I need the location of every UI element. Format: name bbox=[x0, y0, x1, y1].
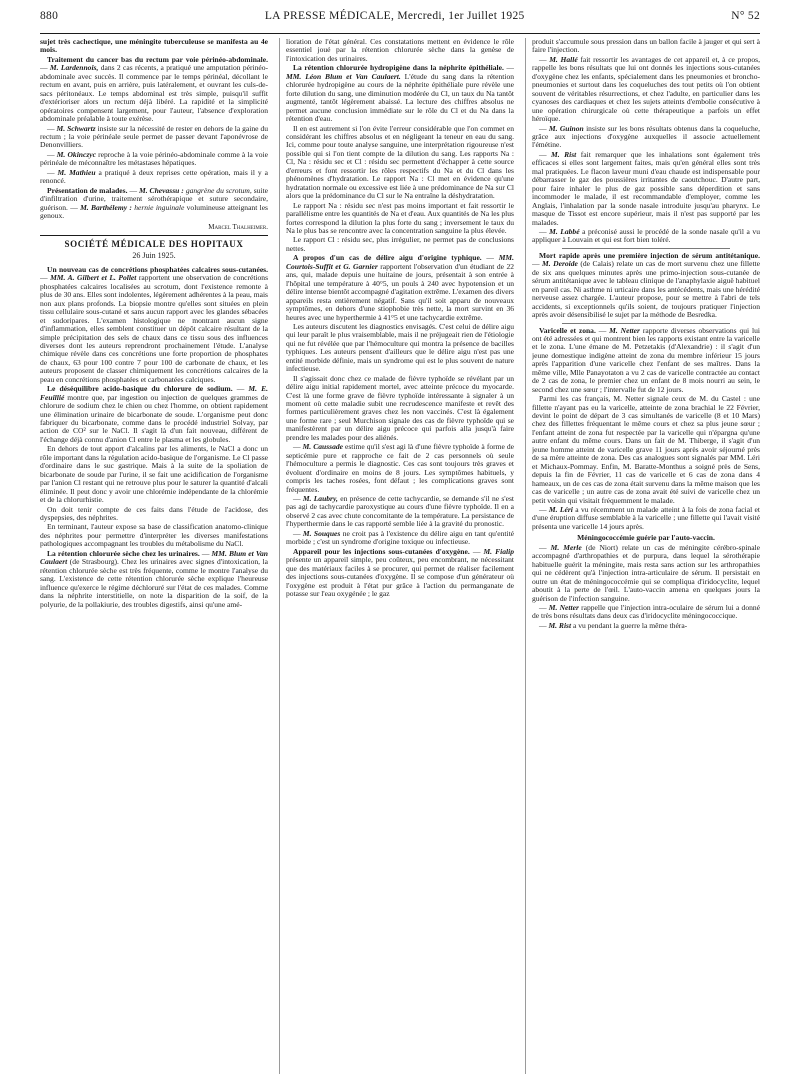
article-separator bbox=[562, 248, 730, 249]
paragraph: — M. Rist a vu pendant la guerre la même théra- bbox=[539, 620, 688, 630]
section-date: 26 Juin 1925. bbox=[132, 251, 176, 261]
article-title: La rétention chlorurée hydropigène dans la néphrite épithéliale. bbox=[293, 63, 504, 73]
author: M. Caussade bbox=[302, 442, 343, 452]
author: M. Schwartz bbox=[56, 123, 96, 133]
paragraph-text: insiste sur la nécessité de rester en dehors de la gaine du rectum ; la voie périnéale seule permet de passer devant l'aponévrose de Denonvilliers. bbox=[40, 123, 268, 150]
paragraph: Appareil pour les injections sous-cutanées d'oxygène. — M. Fialip présente un appareil simple, peu coûteux, peu encombrant, ne nécessitant que des matériaux faciles à se procurer, qui permet de réaliser facilement des injections sous-cutanées d'oxygène. Il se compose d'un générateur où l'oxygène est produit à l'état pur grâce à l'action du permanganate de potasse sur l'eau oxygénée ; le gaz bbox=[286, 546, 514, 598]
paragraph-text: reproche à la voie périnéo-abdominale comme à la voie périnéale de méconnaître les métastases hépatiques. bbox=[40, 149, 268, 168]
column-divider bbox=[279, 38, 280, 1074]
author: M. Rist bbox=[548, 620, 572, 630]
paragraph: Les auteurs discutent les diagnostics envisagés. C'est celui de délire aigu qui leur paraît le plus vraisemblable, mais il ne préjugeait rien de l'étiologie qui ne fut révélée que par l'hémoculture qui montra la présence de bacilles typhiques. Les auteurs pensent d'ailleurs que le délire aigu n'est pas une entité morbide définie, mais un syndrome qui est le plus souvent de nature infectieuse. bbox=[286, 321, 514, 374]
author: M. Lardennois, bbox=[49, 63, 99, 73]
paragraph: Le déséquilibre acido-basique du chlorure de sodium. — M. E. Feuillié montre que, par ingestion ou injection de quelques grammes de chlorure de sodium chez le chien ou chez l'homme, on obtient rapidement une élimination urinaire de bicarbonate de soude. L'organisme peut donc fabriquer du bicarbonate, comme dans le procédé industriel Solvay, par action de CO² sur le NaCl. Il s'agit là d'un fait nouveau, différent de l'échange déjà connu d'anion Cl entre le plasma et les globules. bbox=[40, 384, 268, 444]
paragraph: — M. Hallé fait ressortir les avantages de cet appareil et, à ce propos, rappelle les bons résultats que lui ont donnés les injections sous-cutanées d'oxygène chez les enfants, spécialement dans les pneumonies et broncho-pneumonies et surtout dans les coqueluches des tout petits où l'on obtient souvent de véritables résurrections, et chez l'adulte, en particulier dans les cyanoses des cardiaques et chez les sujets atteints d'embolie consécutive à une opération chirurgicale où cette thérapeutique a parfois un effet héroïque. bbox=[532, 54, 760, 124]
paragraph: — M. Labbé a préconisé aussi le procédé de la sonde nasale qu'il a vu appliquer à Louvain et qui est fort bien toléré. bbox=[532, 226, 760, 245]
paragraph: — M. Rist fait remarquer que les inhalations sont également très efficaces si elles sont largement faites, mais qu'en général elles sont très mal pratiquées. Le flacon laveur muni d'eau chaude est indispensable pour débarrasser le gaz des poussières irritantes de caoutchouc. D'autre part, pour faire inhaler le plus de gaz possible sans déperdition et sans incommoder le malade, il est recommandable d'employer, comme les Anglais, l'inhalation par la sonde nasale introduite jusqu'au pharynx. Le masque de Tissot est encore supérieur, mais il n'est pas supporté par les malades. bbox=[532, 149, 760, 227]
author: MM. A. Gilbert et L. Pollet bbox=[50, 273, 137, 283]
journal-title: LA PRESSE MÉDICALE, Mercredi, 1er Juillet 1925 bbox=[264, 10, 525, 22]
paragraph: — M. Schwartz insiste sur la nécessité de rester en dehors de la gaine du rectum ; la voie périnéale seule permet de passer devant l'aponévrose de Denonvilliers. bbox=[40, 123, 268, 150]
paragraph: Il en est autrement si l'on évite l'erreur considérable que l'on commet en considérant les chiffres absolus et en négligeant la teneur en eau du sang. Ici, comme pour toute analyse sanguine, une interprétation rigoureuse n'est possible qui si l'on tient compte de la dilution du sang. Les rapports Na : Cl, Na : résidu sec et Cl : résidu sec permettent d'échapper à cette source d'erreurs et font ressortir les rôles respectifs du Na et du Cl dans les phénomènes d'hydratation. Le rapport Na : Cl met en évidence qu'une hydratation normale ou excessive est liée à une prédominance de Na sur Cl alors que la prédominance du Cl sur le Na entraîne la déshydratation. bbox=[286, 123, 514, 201]
article-title: Présentation de malades. bbox=[47, 185, 128, 195]
column-divider bbox=[525, 38, 526, 1074]
article-title: Appareil pour les injections sous-cutanées d'oxygène. bbox=[293, 546, 470, 556]
column-1 bbox=[40, 38, 268, 1078]
paragraph-text: a vu récemment un malade atteint à la fois de zona facial et d'une éruption diffuse semblable à la varicelle ; une fillette qui l'avait visité présenta une varicelle 14 jours après. bbox=[532, 505, 760, 531]
paragraph: Varicelle et zona. — M. Netter rapporte diverses observations qui lui ont été adressées et qui montrent bien les rapports existant entre la varicelle et le zona. L'une émane de M. Petzetakis (d'Alexandrie) : il s'agit d'un jeune domestique indigène atteint de zona du membre inférieur 15 jours après l'apparition d'une varicelle chez l'enfant de ses maîtres. Dans la même ville, Mlle Panayotaton a vu 2 cas de varicelle contractée au contact de 2 cas de zona, le premier chez un enfant de 8 mois nourri au sein, le second chez une sœur ; l'intervalle fut de 12 jours. bbox=[532, 325, 760, 394]
paragraph: — M. Merle (de Niort) relate un cas de méningite cérébro-spinale accompagné d'arthropathies et de purpura, dans lequel la sérothérapie habituelle guérit la méningite, mais resta sans action sur les arthropathies qui ne cédèrent qu'à l'injection intra-articulaire de sérum. Il persistait en outre un état de méningococcémie qui se compliqua d'iridocyclite, lequel aboutit à la perte de l'œil. L'auto-vaccin amena en quelques jours la guérison de l'infection sanguine. bbox=[532, 542, 760, 603]
paragraph: — M. Okinczyc reproche à la voie périnéo-abdominale comme à la voie périnéale de méconnaître les métastases hépatiques. bbox=[40, 149, 268, 168]
paragraph: — M. Netter rappelle que l'injection intra-oculaire de sérum lui a donné de très bons résultats dans deux cas d'iridocyclite méningococcique. bbox=[532, 603, 760, 621]
paragraph-text: rapportent l'observation d'un étudiant de 22 ans, qui, malade depuis une huitaine de jours, présentait à son entrée à l'hôpital une température à 40°5, un pouls à 240 avec hypotension et un délire intense bientôt accompagné d'agitation extrême. L'examen des divers appareils resta entièrement négatif. Sans qu'il soit apparu de nouveaux symptômes, en dehors d'une stiophobie très nette, la mort survint en 36 heures avec une hyperthermie à 41°5 et une tachycardie extrême. bbox=[286, 261, 514, 322]
paragraph-text: suite d'infiltration d'urine, traitement sérothérapique et suture secondaire, guérison. bbox=[40, 185, 268, 212]
italic-text: gangrène du scrotum, bbox=[185, 185, 252, 195]
paragraph-text: présente un appareil simple, peu coûteux, peu encombrant, ne nécessitant que des matériaux faciles à se procurer, qui permet de réaliser facilement des injections sous-cutanées d'oxygène. Il se compose d'un générateur où l'oxygène est produit à l'état pur grâce à l'action du permanganate de potasse sur l'eau oxygénée ; le gaz bbox=[286, 555, 514, 598]
paragraph: En terminant, l'auteur expose sa base de classification anatomo-clinique des néphrites pour permettre d'interpréter les diverses manifestations pathologiques accompagnant les troubles du métabolisme du NaCl. bbox=[40, 522, 268, 549]
author: MM. Blum et Van Caulaert bbox=[40, 548, 268, 567]
paragraph-text: (de Strasbourg). Chez les urinaires avec signes d'intoxication, la rétention chlorurée sèche est très fréquente, comme le montre l'analyse du sang. L'existence de cette rétention chlorurée sèche explique l'heureuse influence qu'exerce le régime déchloruré sur l'état de ces malades. Comme dans la néphrite interstitielle, on note la disparition de la soif, de la polyurie, de la pollakiurie, des troubles digestifs, ainsi qu'une amé- bbox=[40, 557, 268, 609]
paragraph: Le rapport Na : résidu sec n'est pas moins important et fait ressortir le parallélisme entre les quantités de Na et d'eau. Aux quantités de Na les plus fortes correspond la dilution la plus forte du sang ; inversement le taux du Na le plus bas se rencontre avec la concentration sanguine la plus élevée. bbox=[286, 200, 514, 235]
paragraph: — M. Caussade estime qu'il s'est agi là d'une fièvre typhoïde à forme de septicémie pure et rapproche ce fait de 2 cas personnels où seule l'hémoculture a permis le diagnostic. Ces cas sont toujours très graves et évoluent d'ordinaire en moins de 8 jours. Les symptômes habituels, y compris les taches rosées, font défaut ; les complications graves sont fréquentes. bbox=[286, 442, 514, 494]
paragraph: A propos d'un cas de délire aigu d'origine typhique. — MM. Courtois-Suffit et G. Garnier rapportent l'observation d'un étudiant de 22 ans, qui, malade depuis une huitaine de jours, présentait à son entrée à l'hôpital une température à 40°5, un pouls à 240 avec hypotension et un délire intense bientôt accompagné d'agitation extrême. L'examen des divers appareils resta entièrement négatif. Sans qu'il soit apparu de nouveaux symptômes, en dehors d'une stiophobie très nette, la mort survint en 36 heures avec une hyperthermie à 41°5 et une tachycardie extrême. bbox=[286, 253, 514, 322]
article-title: La rétention chlorurée sèche chez les urinaires. bbox=[47, 548, 200, 558]
paragraph-text: dans 2 cas récents, a pratiqué une amputation périnéo-abdominale avec succès. Il commence par le temps périnéal, décollant le rectum en avant, puis en arrière, puis latéralement, et ouvrant les culs-de-sacs péritonéaux. Le temps abdominal est très simple, puisqu'il suffit d'extérioriser alors un rectum déjà libéré. La rapidité et la simplicité opératoires compensent largement, pour l'auteur, l'absence d'exploration abdominale préalable à toute exérèse. bbox=[40, 63, 268, 124]
author: M. Mathieu bbox=[57, 167, 96, 177]
section-title: SOCIÉTÉ MÉDICALE DES HOPITAUX bbox=[40, 235, 268, 248]
page-number: 880 bbox=[40, 10, 59, 22]
signature: Marcel Thalheimer. bbox=[208, 222, 268, 231]
article-title: Traitement du cancer bas du rectum par voie périnéo-abdominale. bbox=[47, 54, 268, 64]
paragraph-text: L'étude du sang dans la rétention chlorurée hydropigène au cours de la néphrite épithéliale pure révèle une forte dilution du sang, une diminution modérée du Cl, un taux du Na tantôt augmenté, tantôt légèrement abaissé. La lecture des chiffres absolus ne permet aucune conclusion immédiate sur le rôle du Cl et du Na dans la rétention d'eau. bbox=[286, 71, 514, 124]
header-rule bbox=[40, 33, 760, 34]
paragraph: Mort rapide après une première injection de sérum antitétanique. — M. Deroide (de Calais) relate un cas de mort survenu chez une fillette de six ans quelques minutes après une primo-injection sous-cutanée de sérum antitétanique avec le tableau clinique de l'anaphylaxie aiguë habituel en pareil cas. Ni asthme ni urticaire dans les antécédents, mais une hérédité nerveuse assez chargée. L'auteur propose, pour se mettre à l'abri de tels accidents, si exceptionnels qu'ils soient, de toujours pratiquer l'injection après avoir désensibilisé le sujet par la méthode de Besredka. bbox=[532, 250, 760, 320]
author: M. E. Feuillié bbox=[40, 384, 268, 402]
paragraph: Il s'agissait donc chez ce malade de fièvre typhoïde se révélant par un délire aigu initial rapidement mortel, avec atteinte précoce du myocarde. C'est là une forme grave de fièvre typhoïde intéressante à signaler à un moment où cette maladie subit une recrudescence manifeste et revêt des formes particulièrement graves chez les non vaccinés. C'est là également une forme rare ; seul Murchison signale des cas de fièvre typhoïde qui se manifestèrent par un délire aigu précoce qui parfois alla jusqu'à faire prendre les malades pour des aliénés. bbox=[286, 373, 514, 442]
author: M. Deroide bbox=[542, 259, 578, 269]
author: MM. Courtois-Suffit et G. Garnier bbox=[286, 253, 514, 271]
paragraph: lioration de l'état général. Ces constatations mettent en évidence le rôle essentiel joué par la rétention chlorurée sèche dans la genèse de l'intoxication des urinaires. bbox=[286, 38, 514, 63]
column-3 bbox=[532, 38, 760, 1078]
paragraph: — M. Souques ne croit pas à l'existence du délire aigu en tant qu'entité morbide ; c'est un syndrome d'origine toxique ou infectieuse. bbox=[286, 528, 514, 547]
column-2 bbox=[286, 38, 514, 1078]
issue-number: N° 52 bbox=[731, 10, 760, 22]
paragraph: sujet très cachectique, une méningite tuberculeuse se manifesta au 4e mois. bbox=[40, 38, 268, 55]
author: M. Labbé bbox=[549, 226, 580, 236]
paragraph: La rétention chlorurée sèche chez les urinaires. — MM. Blum et Van Caulaert (de Strasbourg). Chez les urinaires avec signes d'intoxication, la rétention chlorurée sèche est très fréquente, comme le montre l'analyse du sang. L'existence de cette rétention chlorurée sèche explique l'heureuse influence qu'exerce le régime déchloruré sur l'état de ces malades. Comme dans la néphrite interstitielle, on note la disparition de la soif, de la polyurie, de la pollakiurie, des troubles digestifs, ainsi qu'une amé- bbox=[40, 548, 268, 609]
paragraph-text: volumineuse atteignant les genoux. bbox=[40, 202, 268, 221]
author: M. Guinon bbox=[548, 123, 584, 133]
paragraph: Un nouveau cas de concrétions phosphatées calcaires sous-cutanées. — MM. A. Gilbert et L. Pollet rapportent une observation de concrétions phosphatées calcaires localisées au scrotum, dont l'existence remonte à plus de 30 ans. Elles sont indolentes, légèrement adhérentes à la peau, mais non aux plans profonds. La biopsie montre qu'elles sont situées en plein tissu cellulaire sous-cutané et sans aucun rapport avec les glandes sébacées et sudoripares. L'examen histologique ne montrant aucun signe d'inflammation, elles semblent constituer un dépôt calcaire résultant de la simple précipitation des sels de chaux dans ce tissu sous des influences diverses dont les auteurs reprendront prochainement l'étude. L'analyse chimique révèle dans ces concrétions une forte proportion de phosphates de chaux, 63 pour 100 contre 7 pour 100 de carbonate de chaux, et les auteurs proposent de classer chimiquement les concrétions calcaires de la peau en concrétions phosphatées et carbonatées calciques. bbox=[40, 264, 268, 384]
author: M. Netter bbox=[548, 603, 579, 612]
author: M. Merle bbox=[550, 542, 582, 552]
paragraph: Le rapport Cl : résidu sec, plus irrégulier, ne permet pas de conclusions nettes. bbox=[286, 235, 514, 253]
article-title: Mort rapide après une première injection de sérum antitétanique. bbox=[539, 250, 760, 260]
paragraph-text: (de Niort) relate un cas de méningite cérébro-spinale accompagné d'arthropathies et de purpura, dans lequel la sérothérapie habituelle guérit la méningite, mais resta sans action sur les arthropathies qui ne cédèrent qu'à l'injection intra-articulaire de sérum. Il persistait en outre un état de méningococcémie qui se compliqua d'iridocyclite, lequel aboutit à la perte de l'œil. L'auto-vaccin amena en quelques jours la guérison de l'infection sanguine. bbox=[532, 542, 760, 603]
article-title: A propos d'un cas de délire aigu d'origine typhique. bbox=[293, 253, 482, 263]
author: M. Fialip bbox=[483, 546, 514, 556]
author: M. Okinczyc bbox=[56, 149, 96, 159]
paragraph: Parmi les cas français, M. Netter signale ceux de M. du Castel : une fillette n'ayant pas eu la varicelle, atteinte de zona brachial le 22 Février, devint le point de départ de 3 cas simultanés de varicelle (8 et 10 Mars) chez des fillettes fréquentant le même cours et chez sa plus jeune sœur ; l'enfant atteint de zona fut respectée par la varicelle qui n'épargna qu'une autre enfant du même cours. Dans un fait de M. Thiberge, il s'agit d'un jeune homme atteint de varicelle grave 11 jours après avoir séjourné près de sa mère atteinte de zona. Des cas analogues sont signalés par MM. Léri et Michaux-Pommay. Enfin, M. Baratte-Monthus a soigné près de Sens, depuis la fin de Février, 11 cas de varicelle et 6 cas de zona dans 4 hameaux, un de ces cas de zona était survenu dans la même maison que les cas de varicelle ; un autre cas de zona avait été suivi de varicelle chez un petit voisin qui visitait fréquemment le malade. bbox=[532, 394, 760, 505]
author: M. Netter bbox=[609, 325, 640, 335]
paragraph: — M. Laubry, en présence de cette tachycardie, se demande s'il ne s'est pas agi de tachycardie paroxystique au cours d'une fièvre typhoïde. Il en a observé 2 cas avec chute concomitante de la température. La persistance de l'hyperthermie dans le cas rapporté semble liée à la gravité du pronostic. bbox=[286, 494, 514, 529]
paragraph-text: montre que, par ingestion ou injection de quelques grammes de chlorure de sodium chez le chien ou chez l'homme, on obtient rapidement une élimination urinaire de bicarbonate de soude. L'organisme peut donc fabriquer du bicarbonate, comme dans le procédé industriel Solvay, par action de CO² sur le NaCl. Il s'agit là d'un fait nouveau, différent de l'échange déjà connu d'anion Cl entre le plasma et les globules. bbox=[40, 392, 268, 444]
author: MM. Léon Blum et Van Caulaert. bbox=[286, 71, 401, 81]
author: M. Barthélemy : bbox=[80, 202, 132, 212]
paragraph-text: fait ressortir les avantages de cet appareil et, à ce propos, rappelle les bons résultats que lui ont donnés les injections sous-cutanées d'oxygène chez les enfants, spécialement dans les pneumonies et broncho-pneumonies et surtout dans les coqueluches des tout petits où l'on obtient souvent de véritables résurrections, et chez l'adulte, en particulier dans les cyanoses des cardiaques et chez les sujets atteints d'embolie consécutive à une opération chirurgicale où cette thérapeutique a parfois un effet héroïque. bbox=[532, 54, 760, 124]
paragraph-text: rappelle que l'injection intra-oculaire de sérum lui a donné de très bons résultats dans deux cas d'iridocyclite méningococcique. bbox=[532, 603, 760, 621]
author: M. Léri bbox=[548, 505, 573, 515]
author: M. Hallé bbox=[549, 54, 578, 64]
paragraph-text: a vu pendant la guerre la même théra- bbox=[572, 620, 688, 630]
paragraph-text: fait remarquer que les inhalations sont également très efficaces si elles sont largement faites, mais qu'en général elles sont très mal pratiquées. Le flacon laveur muni d'eau chaude est indispensable pour débarrasser le gaz des poussières irritantes de caoutchouc. D'autre part, pour faire inhaler le plus de gaz possible sans déperdition et sans incommoder le malade, il est recommandable d'employer, comme les Anglais, l'inhalation par la sonde nasale introduite jusqu'au pharynx. Le masque de Tissot est encore supérieur, mais il n'est pas supporté par les malades. bbox=[532, 149, 760, 227]
paragraph: La rétention chlorurée hydropigène dans la néphrite épithéliale. — MM. Léon Blum et Van Caulaert. L'étude du sang dans la rétention chlorurée hydropigène au cours de la néphrite épithéliale pure révèle une forte dilution du sang, une diminution modérée du Cl, un taux du Na tantôt augmenté, tantôt légèrement abaissé. La lecture des chiffres absolus ne permet aucune conclusion immédiate sur le rôle du Cl et du Na dans la rétention d'eau. bbox=[286, 63, 514, 124]
paragraph: Présentation de malades. — M. Chevassu : gangrène du scrotum, suite d'infiltration d'urine, traitement sérothérapique et suture secondaire, guérison. — M. Barthélemy : hernie inguinale volumineuse atteignant les genoux. bbox=[40, 185, 268, 221]
author: M. Souques bbox=[302, 528, 341, 538]
paragraph: — M. Guinon insiste sur les bons résultats obtenus dans la coqueluche, grâce aux injections d'oxygène auxquelles il associe actuellement l'émétine. bbox=[532, 123, 760, 150]
article-separator bbox=[562, 323, 730, 324]
article-title: Le déséquilibre acido-basique du chlorure de sodium. bbox=[47, 384, 233, 394]
paragraph-text: (de Calais) relate un cas de mort survenu chez une fillette de six ans quelques minutes après une primo-injection sous-cutanée de sérum antitétanique avec le tableau clinique de l'anaphylaxie aiguë habituel en pareil cas. Ni asthme ni urticaire dans les antécédents, mais une hérédité nerveuse assez chargée. L'auteur propose, pour se mettre à l'abri de tels accidents, si exceptionnels qu'ils soient, de toujours pratiquer l'injection après avoir désensibilisé le sujet par la méthode de Besredka. bbox=[532, 259, 760, 320]
paragraph: — M. Mathieu a pratiqué à deux reprises cette opération, mais il y a renoncé. bbox=[40, 167, 268, 186]
author: M. Rist bbox=[551, 149, 577, 159]
paragraph: On doit tenir compte de ces faits dans l'étude de l'acidose, des dyspepsies, des néphrites. bbox=[40, 504, 268, 523]
paragraph: En dehors de tout apport d'alcalins par les aliments, le NaCl a donc un rôle important dans la régulation acido-basique de l'organisme. Le Cl passe d'ordinaire dans le suc gastrique. Mais à la suite de la spoliation de bicarbonate de soude par l'urine, il se fait une acidification de l'organisme par l'anion Cl restant qui ne retrouve plus pour le saturer la quantité d'alcali éliminée. Il peut donc y avoir une chlorémie indépendante de la chlorémie et de la chlorurhistie. bbox=[40, 444, 268, 505]
article-title: Méningococcémie guérie par l'auto-vaccin. bbox=[577, 533, 715, 543]
article-title: Varicelle et zona. bbox=[539, 325, 596, 335]
paragraph: — M. Léri a vu récemment un malade atteint à la fois de zona facial et d'une éruption diffuse semblable à la varicelle ; une fillette qui l'avait visité présenta une varicelle 14 jours après. bbox=[532, 505, 760, 531]
paragraph-text: ne croit pas à l'existence du délire aigu en tant qu'entité morbide ; c'est un syndrome d'origine toxique ou infectieuse. bbox=[286, 528, 514, 547]
paragraph: produit s'accumule sous pression dans un ballon facile à jauger et qui sert à faire l'injection. bbox=[532, 38, 760, 55]
paragraph-text: estime qu'il s'est agi là d'une fièvre typhoïde à forme de septicémie pure et rapproche ce fait de 2 cas personnels où seule l'hémoculture a permis le diagnostic. Ces cas sont toujours très graves et évoluent d'ordinaire en moins de 8 jours. Les symptômes habituels, y compris les taches rosées, font défaut ; les complications graves sont fréquentes. bbox=[286, 442, 514, 494]
article-title: Un nouveau cas de concrétions phosphatées calcaires sous-cutanées. bbox=[47, 264, 268, 274]
paragraph-text: rapportent une observation de concrétions phosphatées calcaires localisées au scrotum, dont l'existence remonte à plus de 30 ans. Elles sont indolentes, légèrement adhérentes à la peau, mais non aux plans profonds. La biopsie montre qu'elles sont situées en plein tissu cellulaire sous-cutané et sans aucun rapport avec les glandes sébacées et sudoripares. L'examen histologique ne montrant aucun signe d'inflammation, elles semblent constituer un dépôt calcaire résultant de la simple précipitation des sels de chaux dans ce tissu sous des influences diverses dont les auteurs reprendront prochainement l'étude. L'analyse chimique révèle dans ces concrétions une forte proportion de phosphates de chaux, 63 pour 100 contre 7 pour 100 de carbonate de chaux, et les auteurs proposent de classer chimiquement les concrétions calcaires de la peau en concrétions phosphatées et carbonatées calciques. bbox=[40, 273, 268, 384]
author: M. Laubry, bbox=[302, 494, 338, 504]
author: M. Chevassu : bbox=[138, 185, 184, 195]
paragraph-text: a pratiqué à deux reprises cette opération, mais il y a renoncé. bbox=[40, 167, 268, 186]
italic-text: hernie inguinale bbox=[134, 202, 185, 212]
paragraph-text: en présence de cette tachycardie, se demande s'il ne s'est pas agi de tachycardie paroxystique au cours d'une fièvre typhoïde. Il en a observé 2 cas avec chute concomitante de la température. La persistance de l'hyperthermie dans le cas rapporté semble liée à la gravité du pronostic. bbox=[286, 494, 514, 529]
paragraph-text: rapporte diverses observations qui lui ont été adressées et qui montrent bien les rapports existant entre la varicelle et le zona. L'une émane de M. Petzetakis (d'Alexandrie) : il s'agit d'un jeune domestique indigène atteint de zona du membre inférieur 15 jours après l'apparition d'une varicelle chez l'enfant de ses maîtres. Dans la même ville, Mlle Panayotaton a vu 2 cas de varicelle contractée au contact de 2 cas de zona, le premier chez un enfant de 8 mois nourri au sein, le second chez une sœur ; l'intervalle fut de 12 jours. bbox=[532, 325, 760, 394]
paragraph-text: insiste sur les bons résultats obtenus dans la coqueluche, grâce aux injections d'oxygène auxquelles il associe actuellement l'émétine. bbox=[532, 123, 760, 150]
page-header bbox=[40, 10, 760, 32]
paragraph: Traitement du cancer bas du rectum par voie périnéo-abdominale. — M. Lardennois, dans 2 cas récents, a pratiqué une amputation périnéo-abdominale avec succès. Il commence par le temps périnéal, décollant le rectum en avant, puis en arrière, puis latéralement, et ouvrant les culs-de-sacs péritonéaux. Le temps abdominal est très simple, puisqu'il suffit d'extérioriser alors un rectum déjà libéré. La rapidité et la simplicité opératoires compensent largement, pour l'auteur, l'absence d'exploration abdominale préalable à toute exérèse. bbox=[40, 54, 268, 124]
paragraph-text: a préconisé aussi le procédé de la sonde nasale qu'il a vu appliquer à Louvain et qui est fort bien toléré. bbox=[532, 226, 760, 245]
